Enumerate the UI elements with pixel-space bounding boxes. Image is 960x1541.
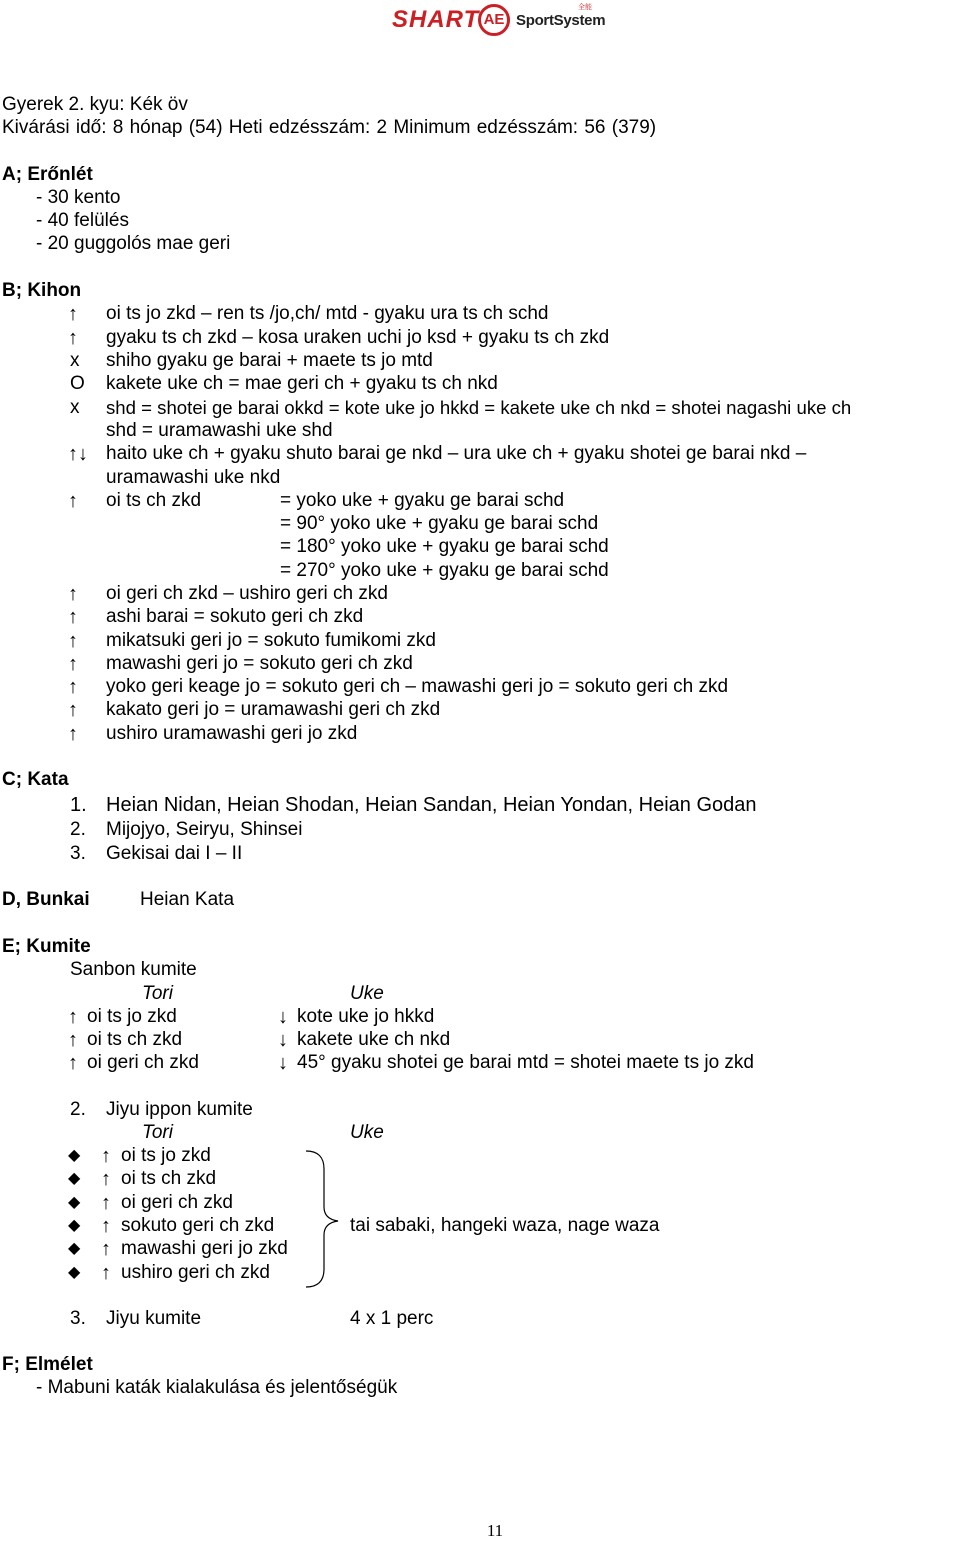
kata-num: 3. xyxy=(70,843,86,864)
uke-label: Uke xyxy=(350,983,384,1004)
kihon-row: oi ts ch zkd xyxy=(106,490,202,511)
tori-attack: oi ts ch zkd xyxy=(121,1168,217,1189)
up-arrow-icon: ↑ xyxy=(68,606,78,628)
page-title: Gyerek 2. kyu: Kék öv xyxy=(2,94,188,115)
kata-item: Mijojyo, Seiryu, Shinsei xyxy=(106,819,303,840)
section-c-title: C; Kata xyxy=(2,769,69,790)
up-arrow-icon: ↑ xyxy=(68,303,78,325)
diamond-bullet-icon: ◆ xyxy=(68,1170,81,1187)
up-arrow-icon: ↑ xyxy=(68,630,78,652)
tori-label: Tori xyxy=(142,1122,173,1143)
down-arrow-icon: ↓ xyxy=(278,1006,288,1028)
kata-item: Heian Nidan, Heian Shodan, Heian Sandan, Heian Yondan, Heian Godan xyxy=(106,794,757,816)
uke-response: kote uke jo hkkd xyxy=(297,1006,435,1027)
brand-logo xyxy=(392,2,606,42)
bunkai-text: Heian Kata xyxy=(140,889,235,910)
circle-icon: O xyxy=(70,373,85,394)
diamond-bullet-icon: ◆ xyxy=(68,1264,81,1281)
section-b-title: B; Kihon xyxy=(2,280,82,301)
diamond-bullet-icon: ◆ xyxy=(68,1217,81,1234)
tori-attack: ushiro geri ch zkd xyxy=(121,1262,270,1283)
logo-mark-icon: AE xyxy=(478,4,510,36)
logo-small-text: 全能 xyxy=(578,4,592,11)
kihon-row: shiho gyaku ge barai + maete ts jo mtd xyxy=(106,350,433,371)
kata-item: Gekisai dai I – II xyxy=(106,843,243,864)
cross-icon: x xyxy=(70,350,80,371)
down-arrow-icon: ↓ xyxy=(278,1029,288,1051)
tori-attack: oi geri ch zkd xyxy=(121,1192,233,1213)
page-number: 11 xyxy=(486,1521,504,1540)
section-e-title: E; Kumite xyxy=(2,936,91,957)
page-subtitle: Kivárási idő: 8 hónap (54) Heti edzésszám: 2 Minimum edzésszám: 56 (379) xyxy=(2,117,657,138)
jiyu-ippon-response: tai sabaki, hangeki waza, nage waza xyxy=(350,1215,660,1236)
uke-response: 45° gyaku shotei ge barai mtd = shotei maete ts jo zkd xyxy=(297,1052,754,1073)
up-arrow-icon: ↑ xyxy=(101,1262,111,1284)
yoko-variant: = 270° yoko uke + gyaku ge barai schd xyxy=(280,560,609,581)
kihon-row: kakete uke ch = mae geri ch + gyaku ts ch nkd xyxy=(106,373,498,394)
yoko-variant: = yoko uke + gyaku ge barai schd xyxy=(280,490,565,511)
list-item: - 20 guggolós mae geri xyxy=(36,233,231,254)
kihon-row: kakato geri jo = uramawashi geri ch zkd xyxy=(106,699,441,720)
up-arrow-icon: ↑ xyxy=(101,1238,111,1260)
tori-attack: sokuto geri ch zkd xyxy=(121,1215,275,1236)
up-arrow-icon: ↑ xyxy=(101,1145,111,1167)
uke-label: Uke xyxy=(350,1122,384,1143)
diamond-bullet-icon: ◆ xyxy=(68,1194,81,1211)
right-brace-icon xyxy=(304,1149,344,1289)
kihon-row: mikatsuki geri jo = sokuto fumikomi zkd xyxy=(106,630,436,651)
diamond-bullet-icon: ◆ xyxy=(68,1240,81,1257)
up-arrow-icon: ↑ xyxy=(68,1029,78,1051)
list-item: - 40 felülés xyxy=(36,210,129,231)
up-arrow-icon: ↑ xyxy=(101,1192,111,1214)
up-arrow-icon: ↑ xyxy=(68,583,78,605)
kihon-row: oi geri ch zkd – ushiro geri ch zkd xyxy=(106,583,388,604)
up-arrow-icon: ↑ xyxy=(68,699,78,721)
kihon-row: uramawashi uke nkd xyxy=(106,467,281,488)
up-arrow-icon: ↑ xyxy=(68,490,78,512)
tori-attack: oi ts ch zkd xyxy=(87,1029,183,1050)
jiyu-ippon-num: 2. xyxy=(70,1099,86,1120)
kata-num: 1. xyxy=(70,794,87,816)
up-arrow-icon: ↑ xyxy=(68,327,78,349)
down-arrow-icon: ↓ xyxy=(278,1052,288,1074)
yoko-variant: = 90° yoko uke + gyaku ge barai schd xyxy=(280,513,599,534)
up-down-arrow-icon: ↑↓ xyxy=(68,443,88,465)
sanbon-label: Sanbon kumite xyxy=(70,959,197,980)
jiyu-value: 4 x 1 perc xyxy=(350,1308,434,1329)
tori-attack: oi ts jo zkd xyxy=(87,1006,177,1027)
up-arrow-icon: ↑ xyxy=(68,723,78,745)
tori-attack: oi ts jo zkd xyxy=(121,1145,211,1166)
kihon-row: shd = shotei ge barai okkd = kote uke jo hkkd = kakete uke ch nkd = shotei nagashi uke ch xyxy=(106,397,852,418)
up-arrow-icon: ↑ xyxy=(101,1215,111,1237)
yoko-variant: = 180° yoko uke + gyaku ge barai schd xyxy=(280,536,609,557)
tori-label: Tori xyxy=(142,983,173,1004)
kihon-row: haito uke ch + gyaku shuto barai ge nkd – ura uke ch + gyaku shotei ge barai nkd – xyxy=(106,443,807,464)
up-arrow-icon: ↑ xyxy=(68,653,78,675)
diamond-bullet-icon: ◆ xyxy=(68,1147,81,1164)
kihon-row: yoko geri keage jo = sokuto geri ch – mawashi geri jo = sokuto geri ch zkd xyxy=(106,676,729,697)
jiyu-num: 3. xyxy=(70,1308,86,1329)
up-arrow-icon: ↑ xyxy=(68,676,78,698)
section-f-title: F; Elmélet xyxy=(2,1354,93,1375)
up-arrow-icon: ↑ xyxy=(101,1168,111,1190)
logo-subbrand-text: SportSystem xyxy=(516,12,606,29)
logo-brand-text: SHART xyxy=(392,6,480,33)
up-arrow-icon: ↑ xyxy=(68,1052,78,1074)
cross-icon: x xyxy=(70,397,80,418)
section-a-title: A; Erőnlét xyxy=(2,164,93,185)
list-item: - 30 kento xyxy=(36,187,121,208)
kihon-row: oi ts jo zkd – ren ts /jo,ch/ mtd - gyaku ura ts ch schd xyxy=(106,303,549,324)
up-arrow-icon: ↑ xyxy=(68,1006,78,1028)
section-d-title: D, Bunkai xyxy=(2,889,90,910)
kihon-row: ushiro uramawashi geri jo zkd xyxy=(106,723,358,744)
tori-attack: oi geri ch zkd xyxy=(87,1052,199,1073)
kihon-row: gyaku ts ch zkd – kosa uraken uchi jo ksd + gyaku ts ch zkd xyxy=(106,327,610,348)
list-item: - Mabuni katák kialakulása és jelentőségük xyxy=(36,1377,398,1398)
kihon-row: shd = uramawashi uke shd xyxy=(106,420,333,441)
kihon-row: ashi barai = sokuto geri ch zkd xyxy=(106,606,364,627)
kihon-row: mawashi geri jo = sokuto geri ch zkd xyxy=(106,653,413,674)
uke-response: kakete uke ch nkd xyxy=(297,1029,451,1050)
jiyu-label: Jiyu kumite xyxy=(106,1308,202,1329)
tori-attack: mawashi geri jo zkd xyxy=(121,1238,288,1259)
jiyu-ippon-label: Jiyu ippon kumite xyxy=(106,1099,253,1120)
kata-num: 2. xyxy=(70,819,86,840)
